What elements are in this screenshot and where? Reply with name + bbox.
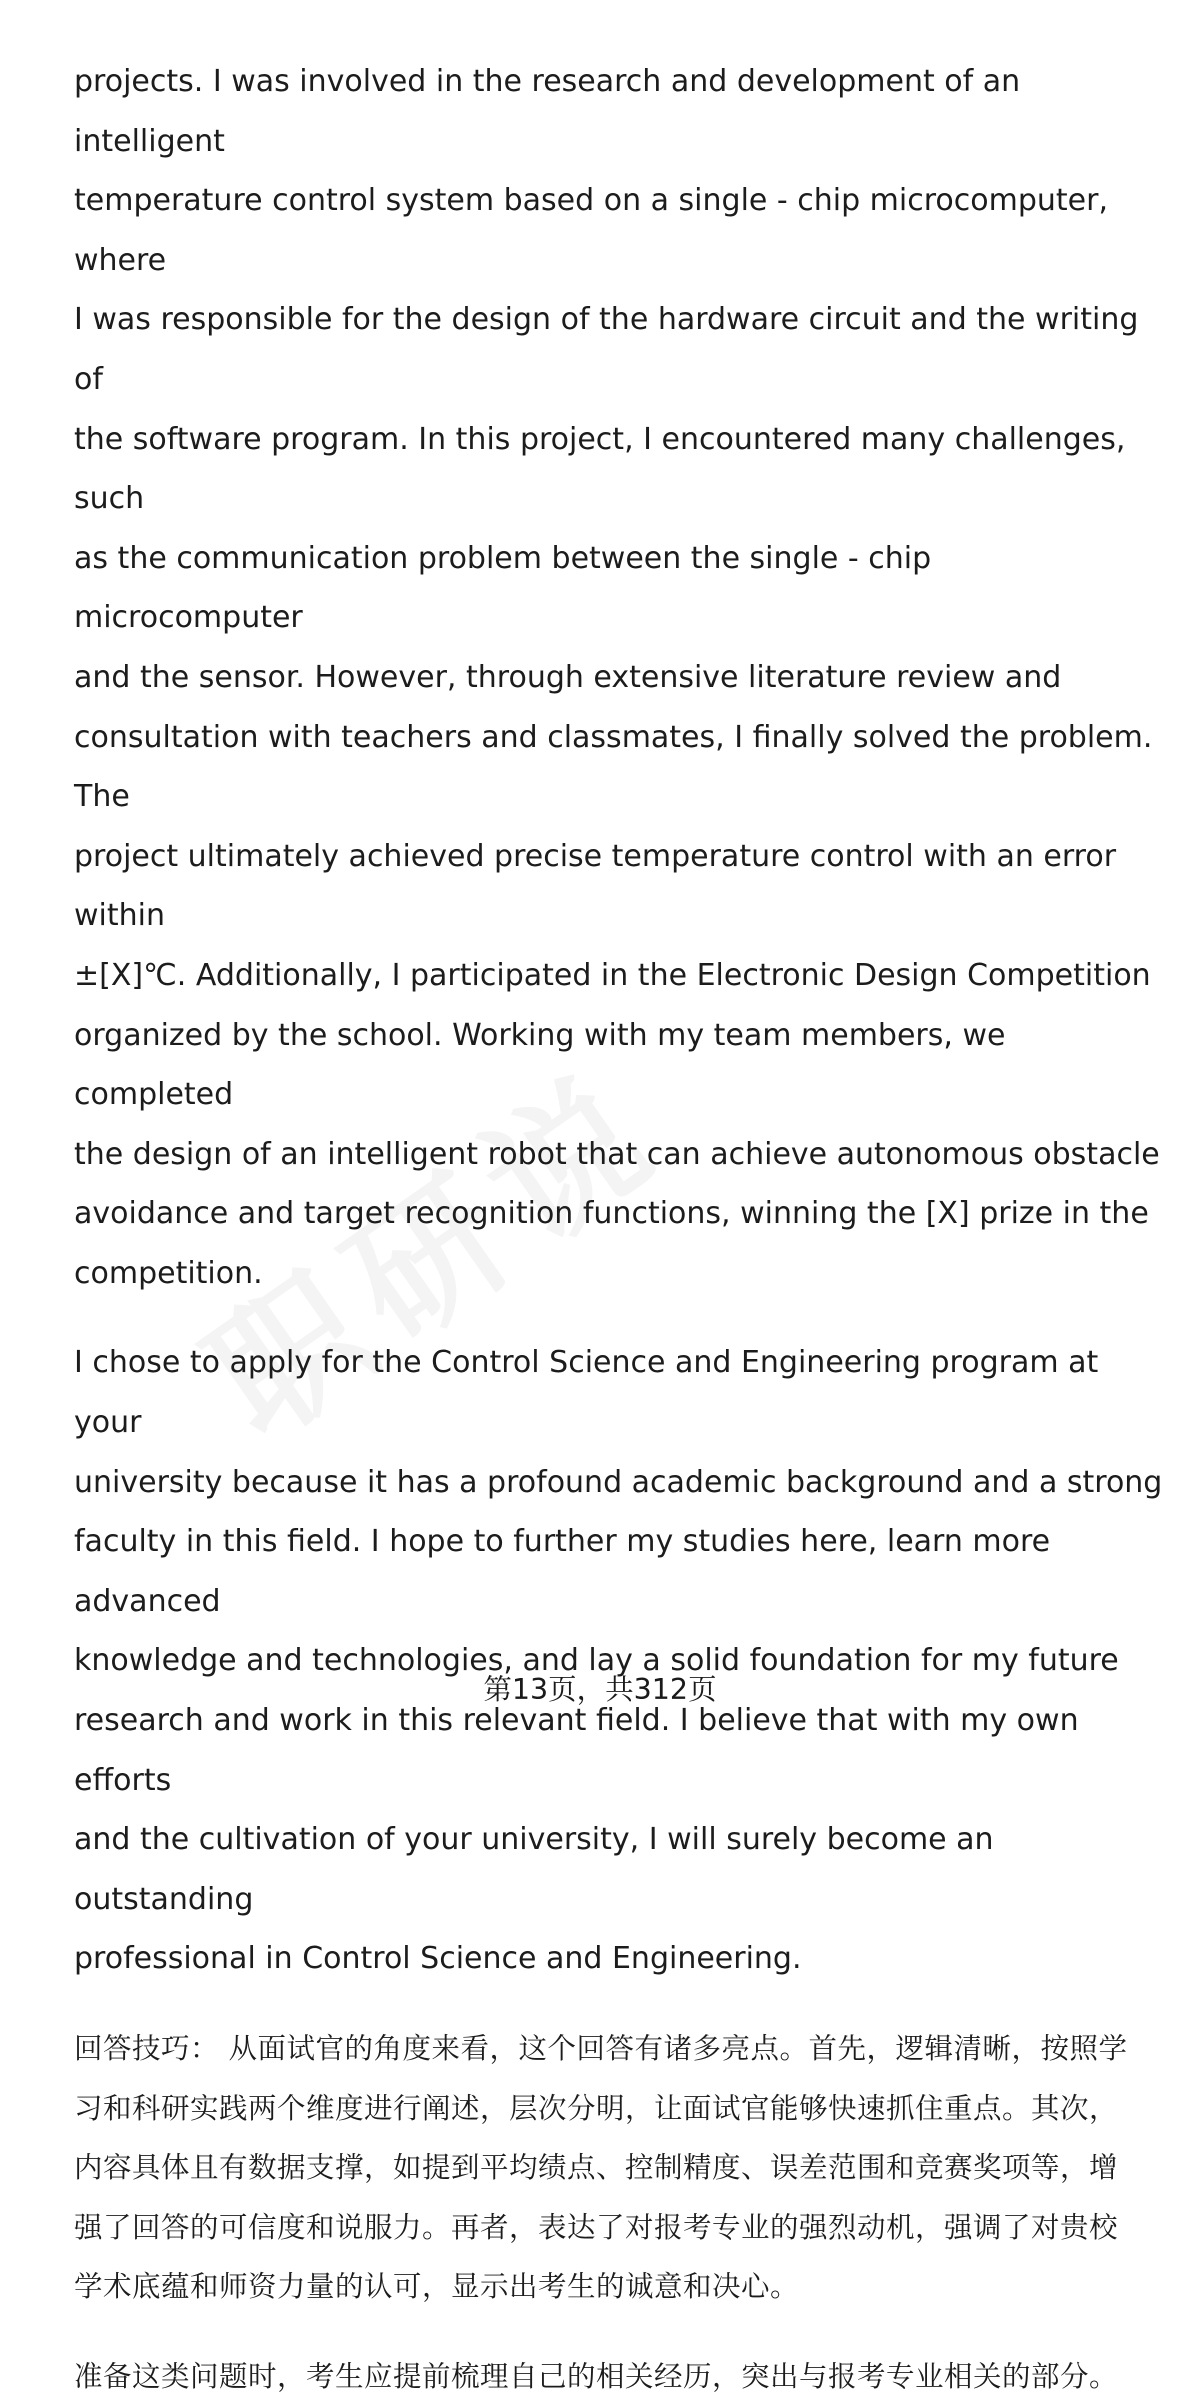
paragraph-preparation-advice xyxy=(74,2347,1164,2407)
paragraph-research-experience xyxy=(74,52,1164,1303)
text-line: project ultimately achieved precise temperature control with an error within xyxy=(74,838,1117,934)
text-line: competition. xyxy=(74,1255,263,1291)
text-line: 学术底蕴和师资力量的认可，显示出考生的诚意和决心。 xyxy=(74,2270,800,2304)
text-line: I was responsible for the design of the hardware circuit and the writing of xyxy=(74,302,1139,397)
text-line: the design of an intelligent robot that can achieve autonomous obstacle xyxy=(74,1136,1160,1172)
paragraph-answer-tips xyxy=(74,2019,1164,2317)
text-line: and the sensor. However, through extensive literature review and xyxy=(74,659,1062,695)
text-line: ±[X]℃. Additionally, I participated in the Electronic Design Competition xyxy=(74,957,1151,993)
paragraph-motivation xyxy=(74,1333,1164,1989)
text-line: organized by the school. Working with my team members, we completed xyxy=(74,1017,1006,1113)
text-line: consultation with teachers and classmates, I finally solved the problem. The xyxy=(74,719,1153,815)
text-line: 强了回答的可信度和说服力。再者，表达了对报考专业的强烈动机，强调了对贵校 xyxy=(74,2210,1119,2244)
text-line: I chose to apply for the Control Science and Engineering program at your xyxy=(74,1345,1099,1441)
text-line: faculty in this field. I hope to further my studies here, learn more advanced xyxy=(74,1524,1051,1619)
text-line: projects. I was involved in the research and development of an intelligent xyxy=(74,64,1021,159)
document-body xyxy=(74,52,1164,2407)
text-line: 准备这类问题时，考生应提前梳理自己的相关经历，突出与报考专业相关的部分。 xyxy=(74,2359,1119,2393)
text-line: and the cultivation of your university, I will surely become an outstanding xyxy=(74,1822,994,1917)
text-line: university because it has a profound academic background and a strong xyxy=(74,1464,1163,1500)
text-line: research and work in this relevant field. I believe that with my own efforts xyxy=(74,1703,1079,1798)
text-line: temperature control system based on a single - chip microcomputer, where xyxy=(74,183,1108,278)
text-line: the software program. In this project, I encountered many challenges, such xyxy=(74,421,1126,517)
text-line: avoidance and target recognition functions, winning the [X] prize in the xyxy=(74,1196,1149,1232)
text-line: knowledge and technologies, and lay a solid foundation for my future xyxy=(74,1643,1119,1679)
text-line: professional in Control Science and Engineering. xyxy=(74,1941,802,1977)
text-line: 回答技巧： 从面试官的角度来看，这个回答有诸多亮点。首先，逻辑清晰，按照学 xyxy=(74,2032,1128,2065)
text-line: 内容具体且有数据支撑，如提到平均绩点、控制精度、误差范围和竞赛奖项等，增 xyxy=(74,2151,1119,2185)
text-line: as the communication problem between the single - chip microcomputer xyxy=(74,540,932,636)
text-line: 习和科研实践两个维度进行阐述，层次分明，让面试官能够快速抓住重点。其次， xyxy=(74,2091,1119,2125)
page-number-footer: 第13页，共312页 xyxy=(483,1673,717,1706)
